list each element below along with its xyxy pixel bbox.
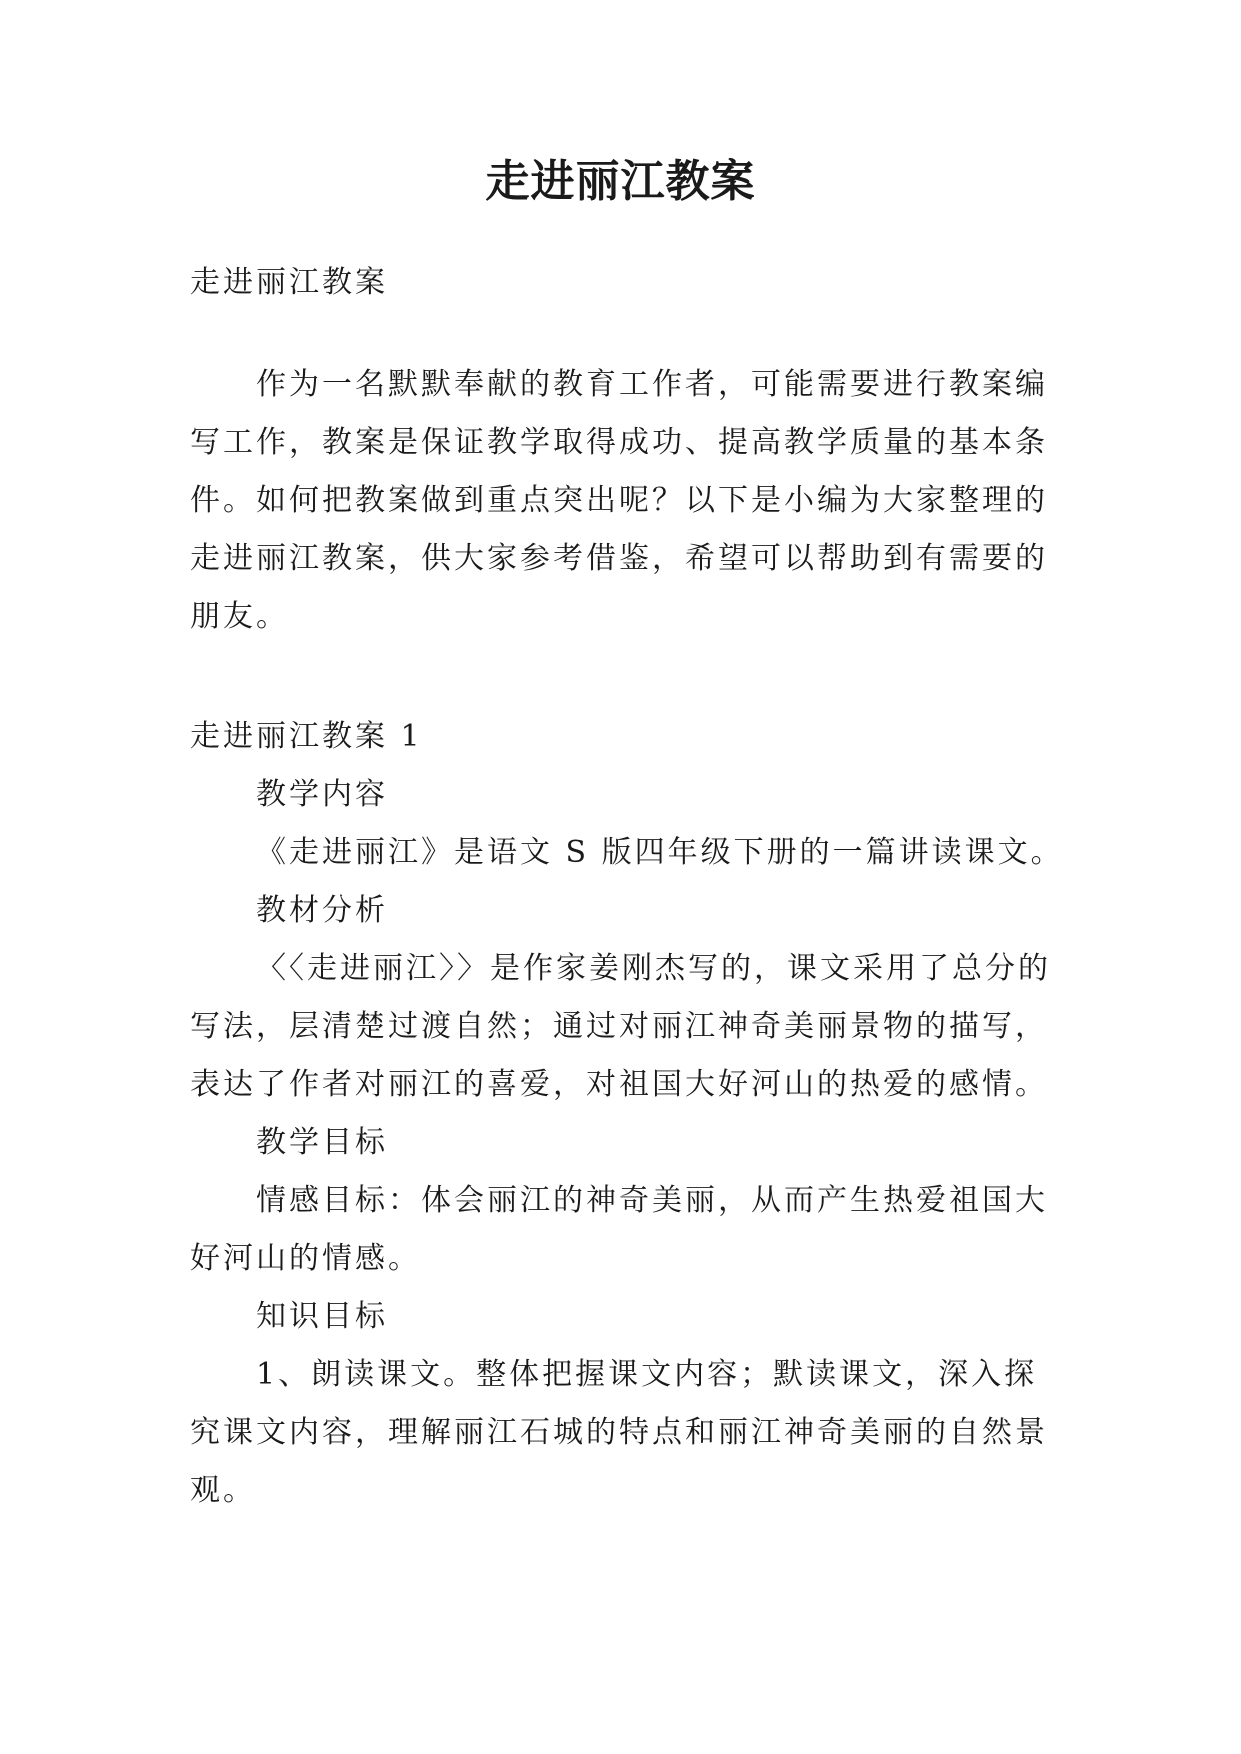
intro-line-2: 写工作，教案是保证教学取得成功、提高教学质量的基本条: [190, 425, 1048, 460]
heading-teaching-goals: 教学目标: [256, 1125, 388, 1160]
heading-material-analysis: 教材分析: [256, 893, 388, 928]
intro-line-1: 作为一名默默奉献的教育工作者，可能需要进行教案编: [256, 367, 1048, 402]
material-analysis-line-3: 表达了作者对丽江的喜爱，对祖国大好河山的热爱的感情。: [190, 1067, 1048, 1102]
subtitle-line: 走进丽江教案: [190, 265, 388, 300]
material-analysis-line-2: 写法，层清楚过渡自然；通过对丽江神奇美丽景物的描写，: [190, 1009, 1048, 1044]
material-analysis-line-1: 〈〈走进丽江〉〉是作家姜刚杰写的，课文采用了总分的: [256, 951, 1051, 986]
intro-line-5: 朋友。: [190, 599, 289, 634]
emotion-goal-line-1: 情感目标：体会丽江的神奇美丽，从而产生热爱祖国大: [256, 1183, 1048, 1218]
teaching-content-text: 《走进丽江》是语文 S 版四年级下册的一篇讲读课文。: [256, 835, 1064, 870]
section-heading: 走进丽江教案 1: [190, 719, 423, 754]
knowledge-goal-line-2: 究课文内容，理解丽江石城的特点和丽江神奇美丽的自然景: [190, 1415, 1048, 1450]
heading-teaching-content: 教学内容: [256, 777, 388, 812]
intro-line-4: 走进丽江教案，供大家参考借鉴，希望可以帮助到有需要的: [190, 541, 1048, 576]
heading-knowledge-goals: 知识目标: [256, 1299, 388, 1334]
document-title: 走进丽江教案: [485, 156, 756, 207]
intro-line-3: 件。如何把教案做到重点突出呢？以下是小编为大家整理的: [190, 483, 1048, 518]
emotion-goal-line-2: 好河山的情感。: [190, 1241, 421, 1276]
knowledge-goal-line-1: 1、朗读课文。整体把握课文内容；默读课文，深入探: [256, 1357, 1038, 1392]
knowledge-goal-line-3: 观。: [190, 1473, 256, 1508]
